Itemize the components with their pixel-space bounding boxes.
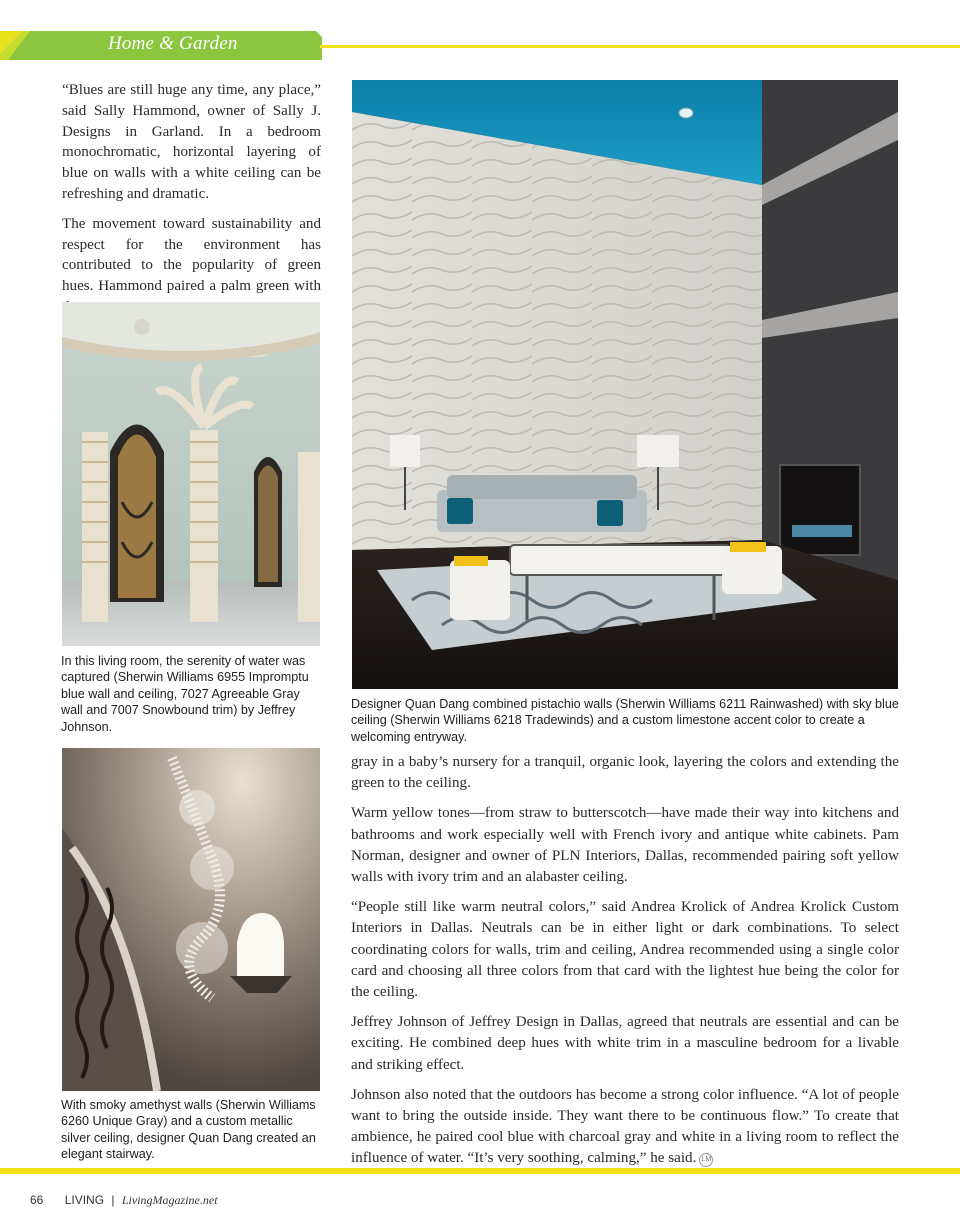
article-body [351, 752, 899, 1179]
body-paragraph: Jeffrey Johnson of Jeffrey Design in Dallas, agreed that neutrals are essential and can be exciting. He combined deep hues with white trim in a masculine bedroom for a livable and striking effect. [351, 1014, 899, 1073]
footer-separator: | [111, 1193, 115, 1207]
intro-paragraph: “Blues are still huge any time, any place,” said Sally Hammond, owner of Sally J. Designs in Garland. In a bedroom monochromatic, horizontal layering of blue on walls with a white ceiling can be refreshing and dramatic. [62, 82, 321, 202]
stairway-caption: With smoky amethyst walls (Sherwin Williams 6260 Unique Gray) and a custom metallic silver ceiling, designer Quan Dang created an elegant stairway. [61, 1098, 316, 1162]
section-title: Home & Garden [108, 33, 238, 54]
entryway-caption: Designer Quan Dang combined pistachio walls (Sherwin Williams 6211 Rainwashed) with sky blue ceiling (Sherwin Williams 6218 Tradewinds) and a custom limestone accent color to create a welcoming entryway. [351, 697, 899, 744]
living-room-photo [62, 302, 320, 646]
page-footer [30, 1193, 218, 1208]
living-room-caption: In this living room, the serenity of water was captured (Sherwin Williams 6955 Impromptu blue wall and ceiling, 7027 Agreeable Gray wall and 7007 Snowbound trim) by Jeffrey Johnson. [61, 654, 309, 734]
end-mark-icon: LM [699, 1153, 713, 1167]
page-number: 66 [30, 1193, 44, 1207]
intro-paragraph: The movement toward sustainability and respect for the environment has contributed to the popularity of green hues. Hammond paired a palm green with [62, 215, 321, 295]
intro-column [62, 80, 321, 327]
body-paragraph: Warm yellow tones—from straw to butterscotch—have made their way into kitchens and bathrooms and work especially well with French ivory and antique white cabinets. Pam Norman, designer and owner of PLN Interiors, Dallas, recommended pairing soft yellow walls with ivory trim and an alabaster ceiling. [351, 805, 899, 886]
body-paragraph: “People still like warm neutral colors,” said Andrea Krolick of Andrea Krolick Custom Interiors in Dallas. Neutrals can be in either light or dark combinations. To select coordinating colors for walls, trim and ceiling, Andrea recommended using a single color card and choosing all three colors from that card with the lightest hue being the color for the ceiling. [351, 899, 899, 1001]
body-paragraph: gray in a baby’s nursery for a tranquil, organic look, layering the colors and extending the green to the ceiling. [351, 754, 899, 792]
magazine-website[interactable]: LivingMagazine.net [121, 1193, 218, 1207]
footer-rule [0, 1168, 960, 1174]
last-paragraph-text: Johnson also noted that the outdoors has become a strong color influence. “A lot of people want to bring the outside inside. They want there to be continuous flow.” To create that ambience, he paired cool blue with charcoal gray and white in a living room to reflect the influence of water. “It’s very soothing, calming,” he said. [351, 1086, 899, 1167]
stairway-photo [62, 748, 320, 1091]
body-paragraph-last [351, 1085, 899, 1170]
magazine-name: LIVING [64, 1193, 105, 1207]
entryway-photo [352, 80, 898, 689]
header-rule [320, 45, 960, 48]
